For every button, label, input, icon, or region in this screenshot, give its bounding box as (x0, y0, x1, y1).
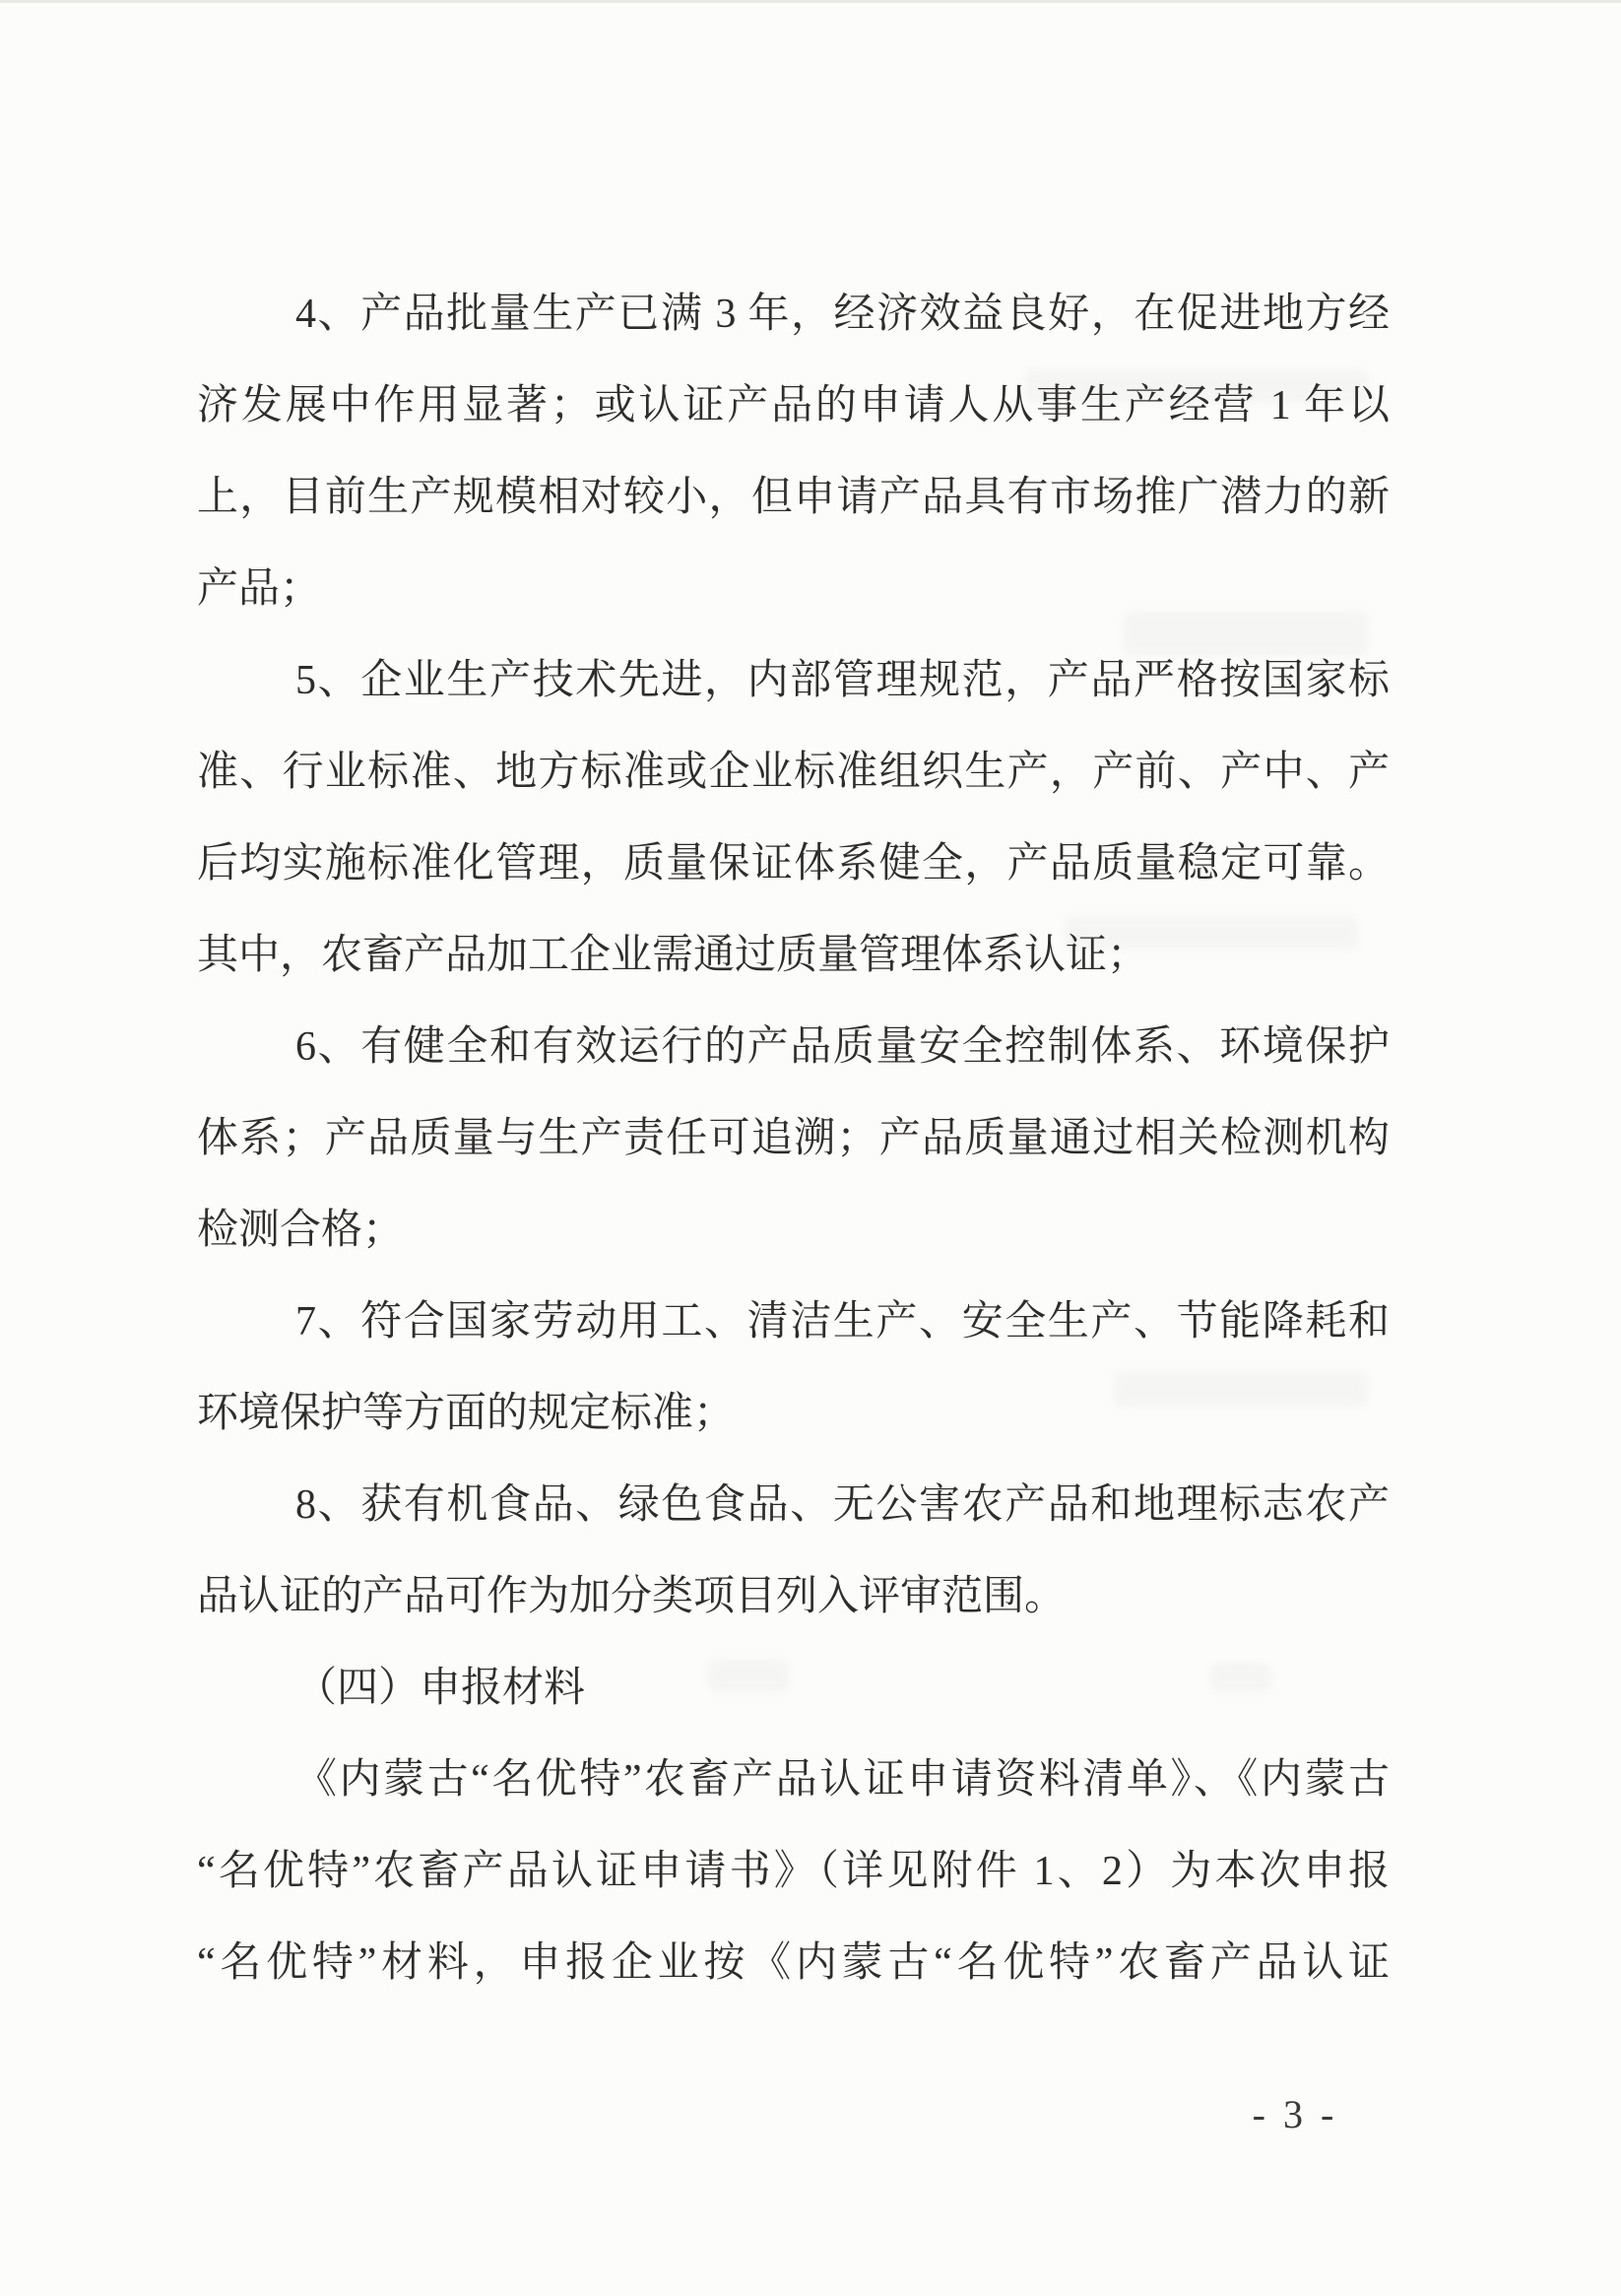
doc-line: 4、产品批量生产已满 3 年，经济效益良好，在促进地方经 (295, 292, 1390, 337)
doc-line: 准、行业标准、地方标准或企业标准组织生产，产前、产中、产 (197, 750, 1390, 795)
section-heading: （四）申报材料 (295, 1666, 586, 1711)
section-heading-block (197, 1643, 1390, 1735)
doc-line: 7、符合国家劳动用工、清洁生产、安全生产、节能降耗和 (295, 1299, 1390, 1345)
paragraph-item-6 (197, 1002, 1390, 1277)
scan-bleed-artifact (1024, 369, 1369, 403)
scan-bleed-artifact (1064, 916, 1359, 950)
scan-bleed-artifact (1209, 1663, 1272, 1692)
scan-bleed-artifact (1123, 611, 1369, 656)
doc-line: 8、获有机食品、绿色食品、无公害农产品和地理标志农产 (295, 1482, 1390, 1528)
doc-line: 体系；产品质量与生产责任可追溯；产品质量通过相关检测机构 (197, 1116, 1390, 1161)
doc-line: 检测合格； (197, 1208, 405, 1253)
paragraph-item-4 (197, 269, 1390, 635)
page-number: - 3 - (1252, 2092, 1338, 2136)
scan-edge-line (0, 0, 1621, 3)
paragraph-materials-intro (197, 1735, 1390, 2009)
doc-line: 济发展中作用显著；或认证产品的申请人从事生产经营 1 年以 (197, 383, 1390, 428)
doc-line: 其中，农畜产品加工企业需通过质量管理体系认证； (197, 933, 1149, 978)
document-text-block (197, 269, 1390, 2009)
paragraph-item-7 (197, 1277, 1390, 1460)
doc-line: 5、企业生产技术先进，内部管理规范，产品严格按国家标 (295, 658, 1390, 703)
scan-bleed-artifact (707, 1659, 790, 1692)
doc-line: 后均实施标准化管理，质量保证体系健全，产品质量稳定可靠。 (197, 841, 1390, 886)
doc-line: 品认证的产品可作为加分类项目列入评审范围。 (197, 1574, 1067, 1619)
doc-line: 《内蒙古“名优特”农畜产品认证申请资料清单》、《内蒙古 (295, 1757, 1390, 1803)
doc-line: 环境保护等方面的规定标准； (197, 1391, 736, 1436)
paragraph-item-8 (197, 1460, 1390, 1643)
doc-line: 产品； (197, 566, 322, 612)
doc-line: “名优特”材料，申报企业按《内蒙古“名优特”农畜产品认证 (197, 1940, 1390, 1986)
doc-line: 6、有健全和有效运行的产品质量安全控制体系、环境保护 (295, 1024, 1390, 1070)
scan-bleed-artifact (1113, 1371, 1369, 1407)
doc-line: 上，目前生产规模相对较小，但申请产品具有市场推广潜力的新 (197, 475, 1390, 520)
doc-line: “名优特”农畜产品认证申请书》（详见附件 1、2）为本次申报 (197, 1849, 1390, 1894)
